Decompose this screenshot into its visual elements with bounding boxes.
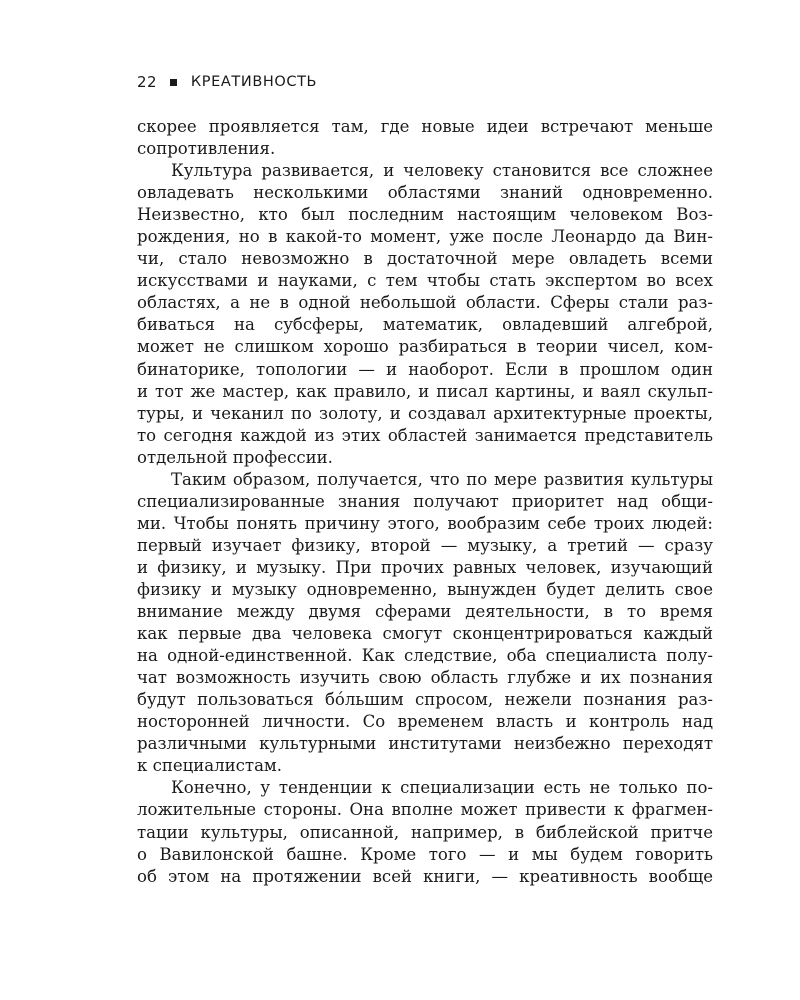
text-line: Неизвестно, кто был последним настоящим человеком Воз- — [137, 205, 713, 225]
text-line: сопротивления. — [137, 139, 276, 159]
text-line: ми. Чтобы понять причину этого, вообразим себе троих людей: — [137, 513, 713, 533]
text-line: чат возможность изучить свою область глубже и их познания — [137, 668, 713, 688]
text-line: чи, стало невозможно в достаточной мере овладеть всеми — [137, 249, 713, 269]
text-line: внимание между двумя сферами деятельности, в то время — [137, 602, 713, 622]
text-line: скорее проявляется там, где новые идеи встречают меньше — [137, 117, 713, 136]
text-line: физику и музыку одновременно, вынужден будет делить свое — [137, 579, 713, 599]
text-line: туры, и чеканил по золоту, и создавал архитектурные проекты, — [137, 403, 713, 423]
page-number: 22 — [137, 73, 157, 91]
text-line: Таким образом, получается, что по мере развития культуры — [171, 469, 713, 489]
text-line: носторонней личности. Со временем власть и контроль над — [137, 712, 713, 732]
text-line: областях, а не в одной небольшой области. Сферы стали раз- — [137, 293, 713, 313]
paragraph — [137, 116, 713, 160]
text-line: может не слишком хорошо разбираться в теории чисел, ком- — [137, 337, 713, 357]
bullet-separator-icon — [170, 79, 177, 86]
text-line: то сегодня каждой из этих областей занимается представитель — [137, 425, 713, 445]
paragraph — [137, 160, 713, 469]
text-line: первый изучает физику, второй — музыку, а третий — сразу — [137, 535, 713, 555]
text-line: рождения, но в какой-то момент, уже после Леонардо да Вин- — [137, 227, 713, 247]
text-line: будут пользоваться бóльшим спросом, нежели познания раз- — [137, 690, 713, 710]
body-text — [137, 116, 713, 888]
text-line: различными культурными институтами неизбежно переходят — [137, 734, 713, 754]
text-line: бинаторике, топологии — и наоборот. Если в прошлом один — [137, 359, 713, 379]
text-line: и тот же мастер, как правило, и писал картины, и ваял скульп- — [137, 381, 713, 401]
text-line: отдельной профессии. — [137, 447, 333, 467]
text-line: Культура развивается, и человеку становится все сложнее — [171, 161, 713, 181]
paragraph — [137, 469, 713, 778]
text-line: специализированные знания получают приоритет над общи- — [137, 491, 713, 511]
text-line: об этом на протяжении всей книги, — креативность вообще — [137, 866, 713, 886]
text-line: овладевать несколькими областями знаний одновременно. — [137, 183, 713, 203]
text-line: о Вавилонской башне. Кроме того — и мы будем говорить — [137, 844, 713, 864]
text-line: ложительные стороны. Она вполне может привести к фрагмен- — [137, 800, 713, 820]
paragraph — [137, 777, 713, 887]
running-head — [137, 72, 317, 92]
text-line: как первые два человека смогут сконцентрироваться каждый — [137, 624, 713, 644]
text-line: и физику, и музыку. При прочих равных человек, изучающий — [137, 557, 713, 577]
text-line: тации культуры, описанной, например, в библейской притче — [137, 822, 713, 842]
chapter-title: КРЕАТИВНОСТЬ — [190, 74, 318, 90]
text-line: Конечно, у тенденции к специализации есть не только по- — [171, 778, 713, 798]
text-line: на одной-единственной. Как следствие, оба специалиста полу- — [137, 646, 713, 666]
text-line: искусствами и науками, с тем чтобы стать экспертом во всех — [137, 271, 713, 291]
text-line: к специалистам. — [137, 756, 283, 776]
text-line: биваться на субсферы, математик, овладевший алгеброй, — [137, 315, 713, 335]
